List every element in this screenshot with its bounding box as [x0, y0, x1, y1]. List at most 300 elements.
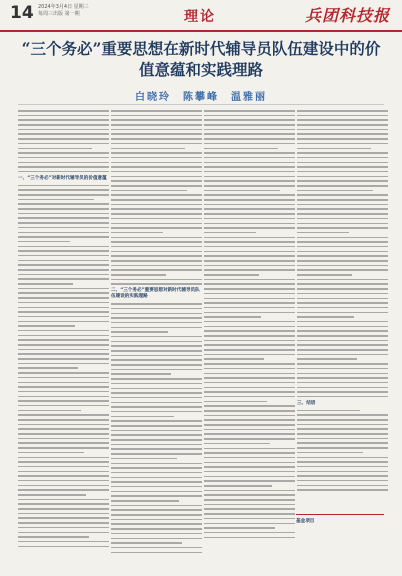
text-line: [204, 358, 264, 360]
text-line: [111, 505, 202, 507]
text-line: [297, 340, 388, 342]
text-line: [297, 414, 388, 416]
text-line: [111, 308, 202, 310]
text-line: [18, 485, 109, 487]
text-line: [204, 251, 295, 253]
text-line: [297, 489, 388, 491]
text-line: [204, 330, 295, 332]
text-line: [18, 503, 109, 505]
text-line: [204, 433, 295, 435]
text-line: [18, 546, 109, 548]
text-line: [204, 176, 295, 178]
text-line: [204, 166, 295, 168]
text-line: [204, 143, 295, 145]
text-line: [297, 152, 388, 154]
text-line: [297, 288, 388, 290]
text-line: [204, 133, 295, 135]
text-line: [111, 327, 202, 329]
text-line: [111, 439, 202, 441]
text-line: [111, 341, 202, 343]
text-line: [204, 326, 295, 328]
text-line: [18, 391, 109, 393]
text-line: [297, 410, 360, 412]
text-line: [111, 180, 202, 182]
text-line: [111, 255, 202, 257]
text-line: [111, 420, 202, 422]
text-line: [18, 297, 109, 299]
text-line: [111, 227, 202, 229]
text-line: [297, 447, 388, 449]
text-line: [111, 411, 202, 413]
text-line: [204, 471, 295, 473]
text-line: [111, 350, 202, 352]
text-line: [297, 466, 388, 468]
text-line: [204, 232, 256, 234]
text-line: [297, 274, 352, 276]
text-line: [18, 489, 109, 491]
text-line: [297, 377, 388, 379]
text-line: [297, 298, 388, 300]
text-line: [18, 250, 109, 252]
text-line: [18, 386, 109, 388]
text-line: [18, 110, 109, 112]
text-line: [18, 278, 109, 280]
text-line: [204, 410, 295, 412]
text-line: [111, 430, 202, 432]
text-line: [297, 302, 388, 304]
text-line: [297, 157, 388, 159]
text-line: [204, 429, 295, 431]
text-line: [297, 237, 388, 239]
text-line: [18, 213, 109, 215]
text-line: [111, 148, 185, 150]
text-line: [204, 138, 295, 140]
text-line: [297, 382, 388, 384]
text-line: [18, 536, 89, 538]
text-line: [204, 194, 295, 196]
text-line: [297, 176, 388, 178]
text-line: [204, 199, 295, 201]
text-line: [111, 110, 202, 112]
text-line: [18, 189, 109, 191]
text-line: [111, 416, 174, 418]
text-line: [18, 264, 109, 266]
text-line: [204, 208, 295, 210]
text-line: [204, 241, 295, 243]
text-line: [111, 129, 202, 131]
text-line: [111, 509, 202, 511]
text-line: [111, 472, 202, 474]
text-line: [111, 477, 202, 479]
text-line: [204, 302, 295, 304]
text-line: [18, 532, 109, 534]
text-line: [204, 457, 295, 459]
text-line: [18, 541, 109, 543]
text-line: [18, 288, 109, 290]
text-line: [18, 255, 109, 257]
text-line: [111, 397, 202, 399]
text-line: [18, 330, 109, 332]
text-line: [204, 157, 295, 159]
text-line: [111, 303, 202, 305]
section-heading: 一、“三个务必”对新时代辅导员的价值意蕴: [18, 175, 107, 181]
text-line: [18, 307, 109, 309]
text-line: [204, 513, 295, 515]
text-line: [297, 358, 357, 360]
text-line: [204, 354, 295, 356]
text-line: [204, 494, 295, 496]
text-line: [204, 508, 295, 510]
text-line: [297, 232, 349, 234]
text-line: [18, 152, 109, 154]
text-line: [18, 419, 109, 421]
text-line: [111, 444, 202, 446]
text-line: [111, 355, 202, 357]
text-line: [297, 354, 388, 356]
text-line: [297, 396, 388, 398]
text-line: [204, 537, 295, 539]
text-line: [204, 162, 295, 164]
text-line: [297, 110, 388, 112]
text-line: [111, 223, 202, 225]
text-line: [297, 171, 388, 173]
text-line: [18, 269, 109, 271]
text-line: [297, 471, 388, 473]
text-line: [204, 260, 295, 262]
text-line: [297, 251, 388, 253]
text-line: [18, 124, 109, 126]
text-line: [204, 419, 295, 421]
article-column-1: [18, 110, 109, 568]
text-line: [111, 448, 202, 450]
text-line: [204, 387, 295, 389]
text-line: [18, 129, 109, 131]
text-line: [204, 504, 295, 506]
text-line: [18, 405, 109, 407]
text-line: [297, 180, 388, 182]
text-line: [18, 349, 109, 351]
text-line: [18, 358, 109, 360]
text-line: [18, 321, 109, 323]
text-line: [111, 406, 202, 408]
text-line: [18, 513, 109, 515]
text-line: [297, 138, 388, 140]
text-line: [204, 527, 275, 529]
text-line: [297, 241, 388, 243]
text-line: [204, 218, 295, 220]
text-line: [204, 485, 272, 487]
text-line: [18, 171, 109, 173]
text-line: [297, 246, 388, 248]
text-line: [297, 166, 388, 168]
text-line: [204, 148, 278, 150]
text-line: [111, 322, 202, 324]
text-line: [18, 372, 109, 374]
text-line: [204, 110, 295, 112]
text-line: [204, 466, 295, 468]
text-line: [111, 331, 168, 333]
text-line: [297, 428, 388, 430]
text-line: [18, 260, 109, 262]
text-line: [111, 279, 202, 281]
text-line: [18, 292, 109, 294]
text-line: [111, 458, 177, 460]
text-line: [204, 115, 295, 117]
text-line: [111, 171, 202, 173]
text-line: [111, 491, 202, 493]
text-line: [18, 424, 109, 426]
text-line: [204, 340, 295, 342]
text-line: [111, 453, 202, 455]
text-line: [111, 237, 202, 239]
text-line: [111, 213, 202, 215]
text-line: [297, 485, 388, 487]
text-line: [111, 152, 202, 154]
text-line: [111, 317, 202, 319]
title-divider: [18, 104, 384, 105]
text-line: [111, 190, 187, 192]
text-line: [18, 236, 109, 238]
text-line: [297, 185, 388, 187]
text-line: [18, 410, 81, 412]
text-line: [204, 382, 295, 384]
text-line: [111, 486, 202, 488]
text-line: [297, 480, 388, 482]
text-line: [111, 199, 202, 201]
article-column-4: [297, 110, 388, 510]
text-line: [297, 218, 388, 220]
article-column-2: [111, 110, 202, 568]
text-line: [111, 434, 202, 436]
text-line: [111, 392, 202, 394]
text-line: [18, 227, 109, 229]
text-line: [111, 313, 202, 315]
text-line: [297, 260, 388, 262]
text-line: [111, 336, 202, 338]
text-line: [297, 419, 388, 421]
text-line: [111, 359, 202, 361]
text-line: [297, 475, 388, 477]
section-heading: 二、“三个务必”重要思想对新时代辅导员队伍建设的实践理路: [111, 288, 200, 300]
text-line: [204, 321, 295, 323]
text-line: [111, 218, 202, 220]
text-line: [111, 533, 202, 535]
fund-note-label: 基金项目: [296, 519, 315, 524]
text-line: [18, 466, 109, 468]
text-line: [111, 194, 202, 196]
text-line: [204, 415, 295, 417]
masthead-logo: 兵团科技报: [304, 6, 390, 25]
text-line: [297, 293, 388, 295]
text-line: [204, 424, 295, 426]
text-line: [204, 452, 295, 454]
text-line: [18, 335, 109, 337]
text-line: [111, 133, 202, 135]
fund-note: [296, 514, 384, 563]
text-line: [18, 162, 109, 164]
text-line: [18, 517, 109, 519]
text-line: [297, 223, 388, 225]
text-line: [18, 133, 109, 135]
date-line: 2024年3月4日 星期三: [38, 4, 89, 10]
text-line: [18, 148, 92, 150]
text-line: [297, 391, 388, 393]
text-line: [111, 364, 202, 366]
text-line: [204, 269, 295, 271]
section-title: 理论: [184, 9, 216, 25]
text-line: [204, 349, 295, 351]
text-line: [111, 383, 202, 385]
text-line: [18, 194, 109, 196]
text-line: [204, 190, 280, 192]
text-line: [297, 316, 354, 318]
text-line: [204, 518, 295, 520]
text-line: [204, 283, 295, 285]
issue-meta: [38, 4, 89, 18]
text-line: [111, 514, 202, 516]
text-line: [204, 152, 295, 154]
text-line: [18, 508, 109, 510]
issue-line: 每周三出版 第一期: [38, 11, 80, 17]
text-line: [297, 438, 388, 440]
text-line: [204, 448, 295, 450]
text-line: [297, 424, 388, 426]
text-line: [111, 481, 202, 483]
text-line: [18, 353, 109, 355]
text-line: [297, 349, 388, 351]
text-line: [204, 246, 295, 248]
text-line: [18, 475, 109, 477]
text-line: [204, 204, 295, 206]
text-line: [204, 180, 295, 182]
text-line: [111, 369, 202, 371]
text-line: [18, 522, 109, 524]
text-line: [204, 279, 295, 281]
text-line: [18, 452, 84, 454]
text-line: [297, 265, 388, 267]
text-line: [18, 367, 78, 369]
text-line: [204, 293, 295, 295]
text-line: [111, 463, 202, 465]
text-line: [18, 241, 70, 243]
text-line: [18, 428, 109, 430]
text-line: [111, 157, 202, 159]
text-line: [204, 476, 295, 478]
text-line: [297, 129, 388, 131]
text-line: [18, 222, 109, 224]
text-line: [18, 316, 109, 318]
text-line: [111, 124, 202, 126]
text-line: [204, 227, 295, 229]
text-line: [18, 480, 109, 482]
text-line: [204, 377, 295, 379]
text-line: [111, 260, 202, 262]
text-line: [18, 157, 109, 159]
text-line: [18, 311, 109, 313]
text-line: [204, 185, 295, 187]
article-column-3: [204, 110, 295, 568]
text-line: [204, 438, 295, 440]
text-line: [297, 457, 388, 459]
text-line: [18, 414, 109, 416]
text-line: [204, 490, 295, 492]
article-title: “三个务必”重要思想在新时代辅导员队伍建设中的价值意蕴和实践理路: [21, 39, 381, 79]
text-line: [111, 495, 202, 497]
text-line: [204, 443, 270, 445]
text-line: [297, 433, 388, 435]
text-line: [18, 119, 109, 121]
page-number: 14: [10, 3, 34, 23]
text-line: [297, 279, 388, 281]
text-line: [111, 542, 182, 544]
text-line: [204, 307, 295, 309]
text-line: [18, 438, 109, 440]
text-line: [204, 213, 295, 215]
text-line: [297, 190, 373, 192]
text-line: [111, 269, 202, 271]
text-line: [111, 162, 202, 164]
text-line: [297, 148, 371, 150]
text-line: [297, 283, 388, 285]
text-line: [111, 500, 179, 502]
text-line: [297, 312, 388, 314]
text-line: [297, 321, 388, 323]
text-line: [111, 373, 171, 375]
text-line: [204, 129, 295, 131]
text-line: [204, 391, 295, 393]
text-line: [297, 194, 388, 196]
text-line: [18, 185, 109, 187]
section-heading: 三、结语: [297, 400, 316, 406]
text-line: [297, 255, 388, 257]
column-text: [18, 110, 109, 568]
text-line: [204, 255, 295, 257]
text-line: [18, 377, 109, 379]
text-line: [204, 396, 295, 398]
text-line: [204, 335, 295, 337]
text-line: [297, 442, 388, 444]
text-line: [111, 378, 202, 380]
column-text: [297, 110, 388, 510]
text-line: [204, 499, 295, 501]
text-line: [297, 115, 388, 117]
text-line: [204, 532, 295, 534]
column-text: [204, 110, 295, 568]
text-line: [111, 166, 202, 168]
text-line: [297, 344, 388, 346]
text-line: [18, 302, 109, 304]
column-text: [111, 110, 202, 568]
text-line: [18, 203, 109, 205]
text-line: [111, 519, 202, 521]
text-line: [111, 425, 202, 427]
text-line: [297, 269, 388, 271]
text-line: [297, 119, 388, 121]
text-line: [297, 204, 388, 206]
text-line: [18, 499, 109, 501]
text-line: [18, 143, 109, 145]
text-line: [297, 363, 388, 365]
text-line: [111, 523, 202, 525]
text-line: [204, 344, 295, 346]
text-line: [18, 344, 109, 346]
text-line: [297, 373, 388, 375]
text-line: [204, 274, 259, 276]
text-line: [297, 330, 388, 332]
text-line: [297, 326, 388, 328]
text-line: [18, 325, 75, 327]
text-line: [18, 461, 109, 463]
